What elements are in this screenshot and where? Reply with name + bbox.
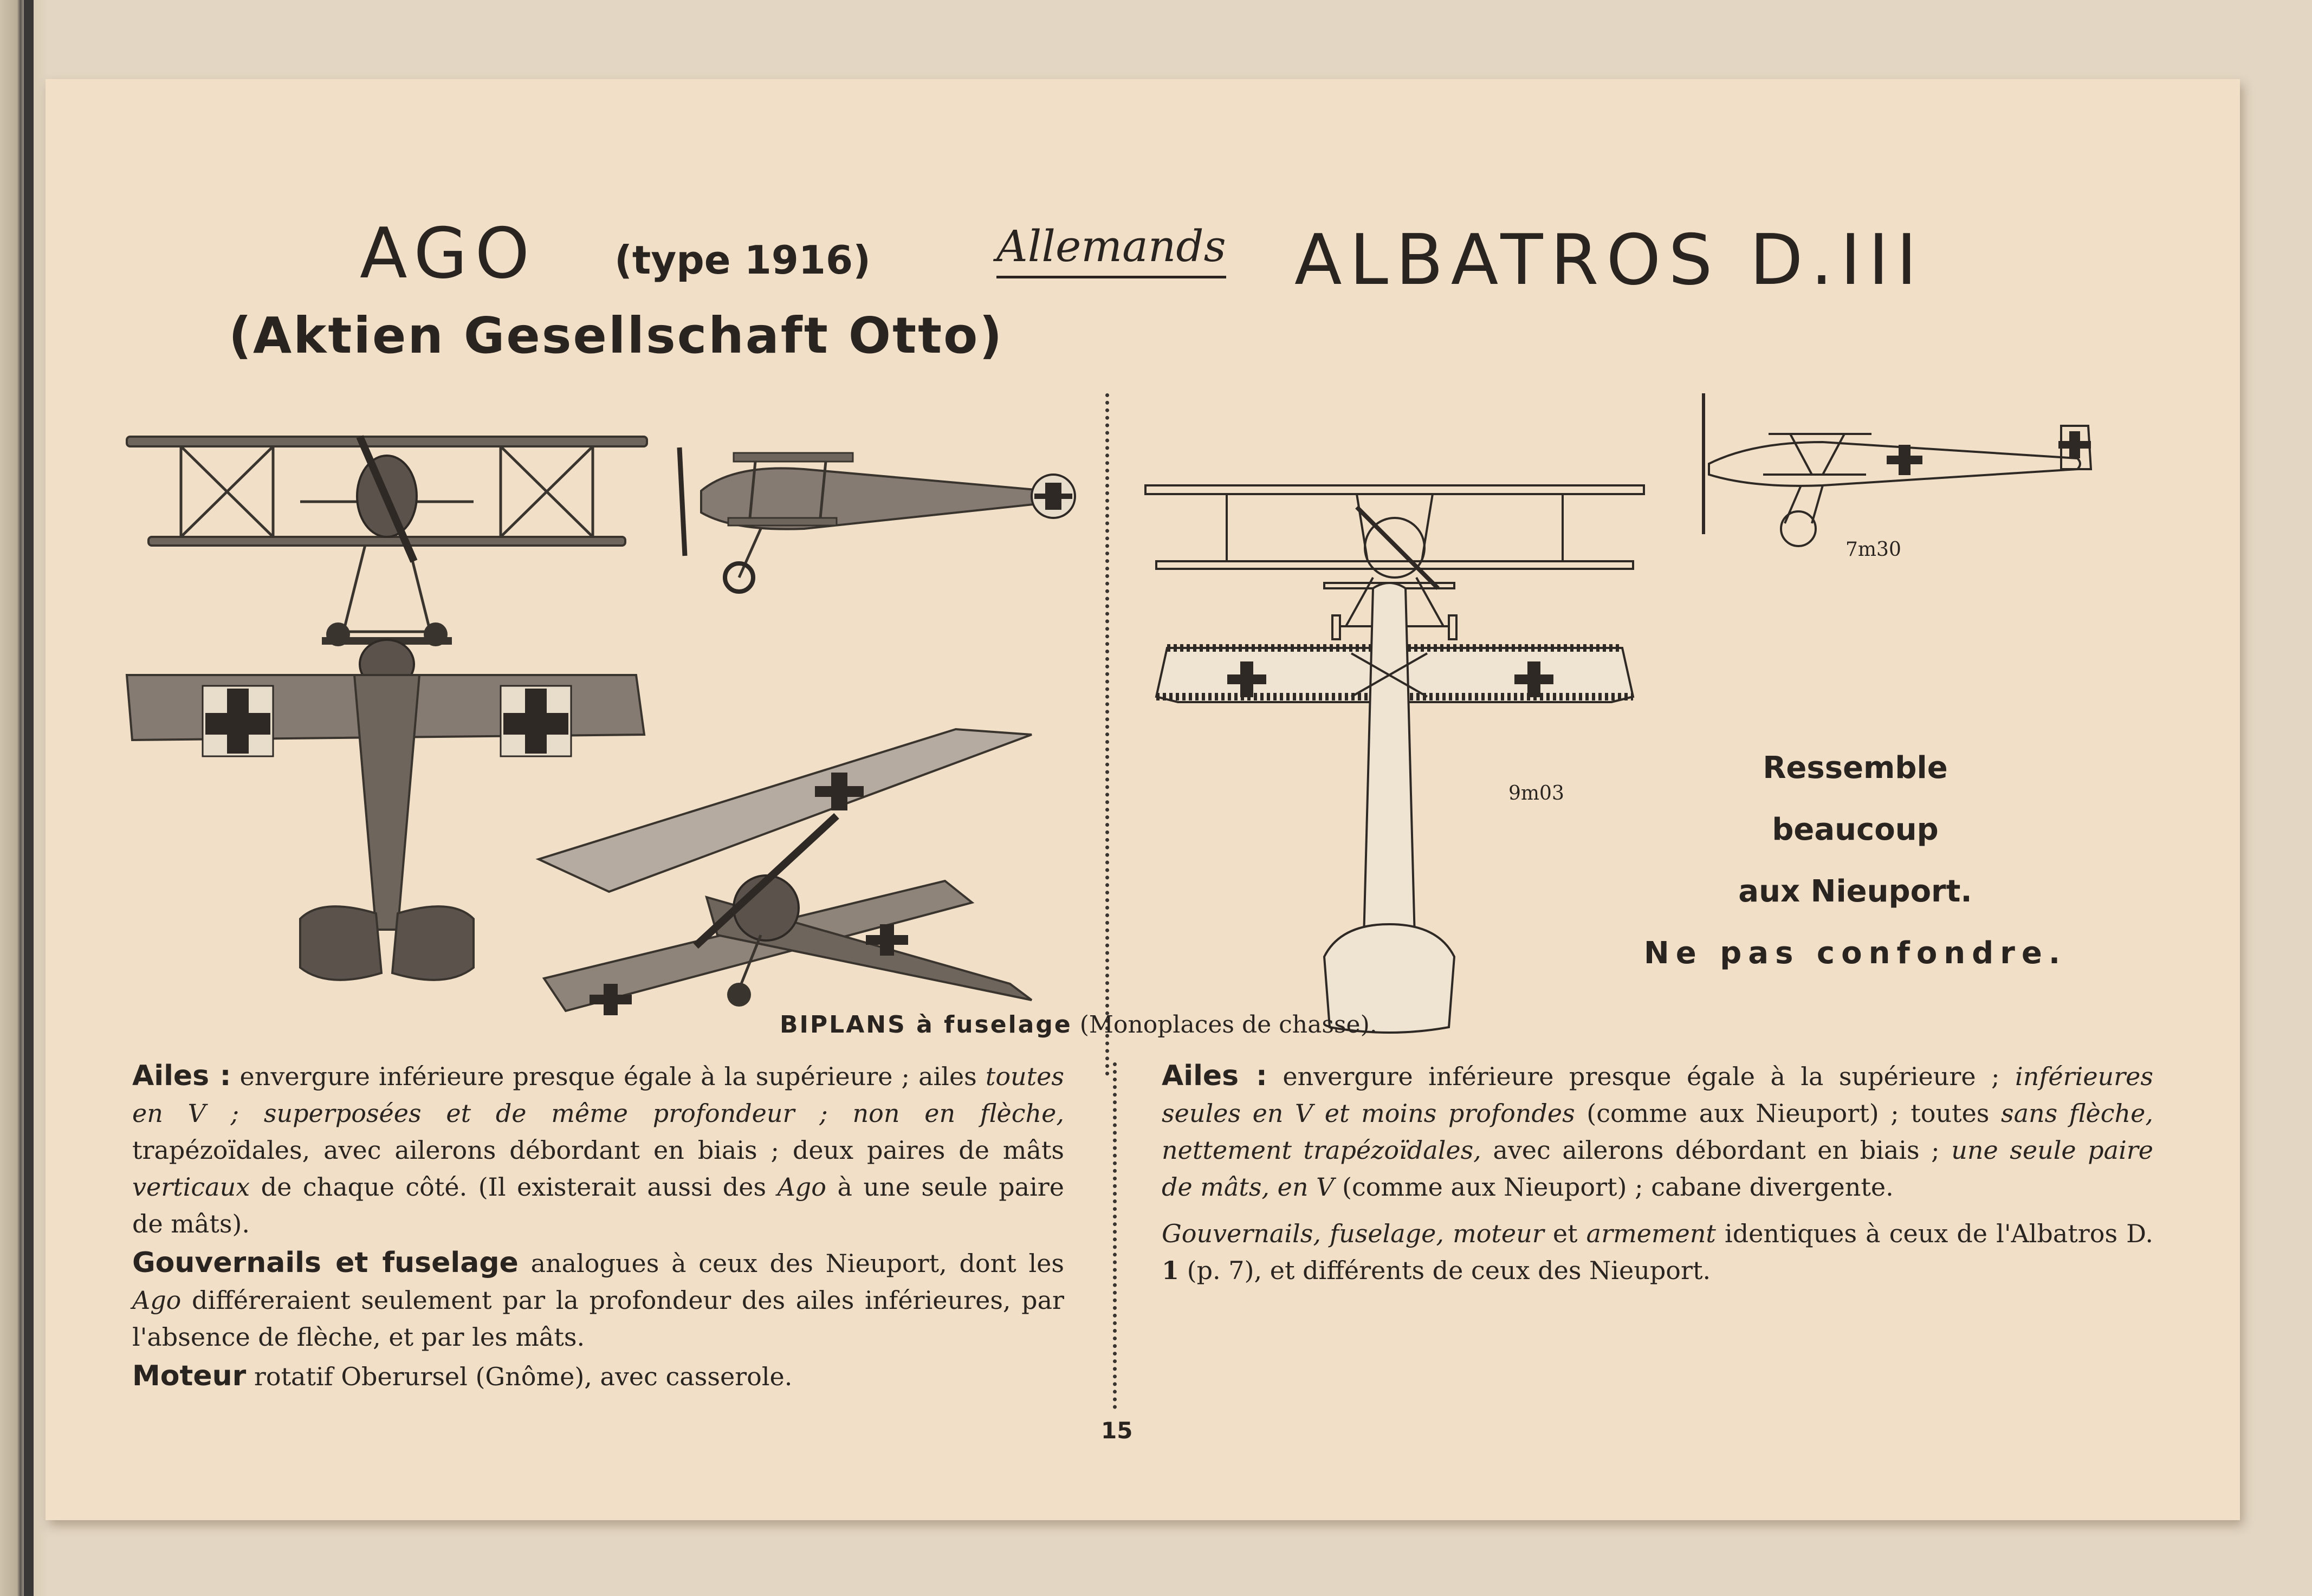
albatros-length-dimension: 7m30 (1845, 539, 1901, 561)
ago-type-label: (type 1916) (614, 237, 871, 283)
upper-divider (1105, 393, 1109, 1076)
document-page (46, 79, 2240, 1520)
note-line-1: Ressemble (1763, 750, 1948, 786)
albatros-title: ALBATROS D.III (1294, 220, 1925, 301)
text-run-italic: inférieures seules en V et moins profondes (1162, 1062, 2153, 1128)
ago-ailes-heading: Ailes : (132, 1060, 231, 1092)
text-run: (p. 7), et différents de ceux des Nieuport. (1187, 1256, 1711, 1285)
text-run: envergure inférieure presque égale à la supérieure ; ailes (239, 1062, 977, 1091)
note-line-3: aux Nieuport. (1738, 874, 1972, 909)
text-run: envergure inférieure presque égale à la supérieure ; (1283, 1062, 2000, 1091)
ago-title: AGO (360, 213, 537, 294)
note-line-2: beaucoup (1772, 812, 1939, 847)
note-line-4: Ne pas confondre. (1643, 936, 2067, 971)
albatros-side-view-illustration (1687, 382, 2121, 556)
book-spine (24, 0, 34, 1596)
page-number: 15 (1101, 1417, 1133, 1444)
text-run: différeraient seulement par la profondeur des ailes inférieures, par l'absence de flèche, et par les mâts. (132, 1286, 1065, 1352)
albatros-plan-view-illustration (1145, 578, 1644, 1076)
text-run: trapézoïdales, avec ailerons débordant en biais ; deux paires de mâts (132, 1136, 1064, 1165)
text-run-italic: toutes en V ; superposées et de même profondeur ; non en flèche, (132, 1062, 1064, 1128)
albatros-span-dimension: 9m03 (1508, 782, 1564, 805)
ago-moteur-paragraph (132, 1358, 1064, 1395)
text-run-bold: 1 (1162, 1256, 1180, 1285)
figure-caption (780, 1011, 1377, 1039)
text-run: (comme aux Nieuport) ; toutes (1586, 1099, 1990, 1128)
albatros-ailes-heading: Ailes : (1162, 1060, 1267, 1092)
text-run: rotatif Oberursel (Gnôme), avec casserole. (254, 1362, 793, 1391)
text-run-italic: Ago (132, 1286, 182, 1315)
text-run-italic: Ago (777, 1172, 826, 1202)
ago-gouvernails-heading: Gouvernails et fuselage (132, 1247, 519, 1279)
caption-bold: BIPLANS à fuselage (780, 1011, 1072, 1039)
allemands-label: Allemands (996, 221, 1226, 278)
text-run: de chaque côté. (Il existerait aussi des (261, 1172, 767, 1202)
ago-subtitle: (Aktien Gesellschaft Otto) (229, 307, 1004, 365)
lower-divider (1113, 1062, 1117, 1409)
text-run-italic: armement (1586, 1219, 1716, 1248)
ago-ailes-paragraph (132, 1057, 1064, 1242)
text-run: et (1552, 1219, 1578, 1248)
ago-perspective-view-illustration (533, 718, 1086, 1033)
text-run-italic: Gouvernails, fuselage, moteur (1162, 1219, 1544, 1248)
text-run-italic: verticaux (132, 1172, 250, 1202)
albatros-ailes-paragraph (1162, 1057, 2153, 1205)
ago-description (132, 1057, 1064, 1395)
text-run: avec ailerons débordant en biais ; (1493, 1136, 1940, 1165)
ago-moteur-heading: Moteur (132, 1360, 247, 1392)
caption-rest: (Monoplaces de chasse). (1079, 1011, 1377, 1039)
text-run-italic: une seule paire de mâts, en V (1162, 1136, 2154, 1202)
albatros-description (1162, 1057, 2153, 1289)
text-run: (comme aux Nieuport) ; cabane divergente. (1342, 1172, 1894, 1202)
resemblance-note (1639, 737, 2072, 984)
text-run: analogues à ceux des Nieuport, dont les (530, 1249, 1064, 1278)
text-run: à une seule paire de mâts). (132, 1172, 1065, 1238)
albatros-gouvernails-paragraph (1162, 1215, 2153, 1289)
text-run: identiques à ceux de l'Albatros D. (1724, 1219, 2154, 1248)
ago-side-view-illustration (669, 415, 1102, 594)
ago-gouvernails-paragraph (132, 1244, 1064, 1355)
text-run-italic: sans flèche, nettement trapézoïdales, (1162, 1099, 2153, 1165)
